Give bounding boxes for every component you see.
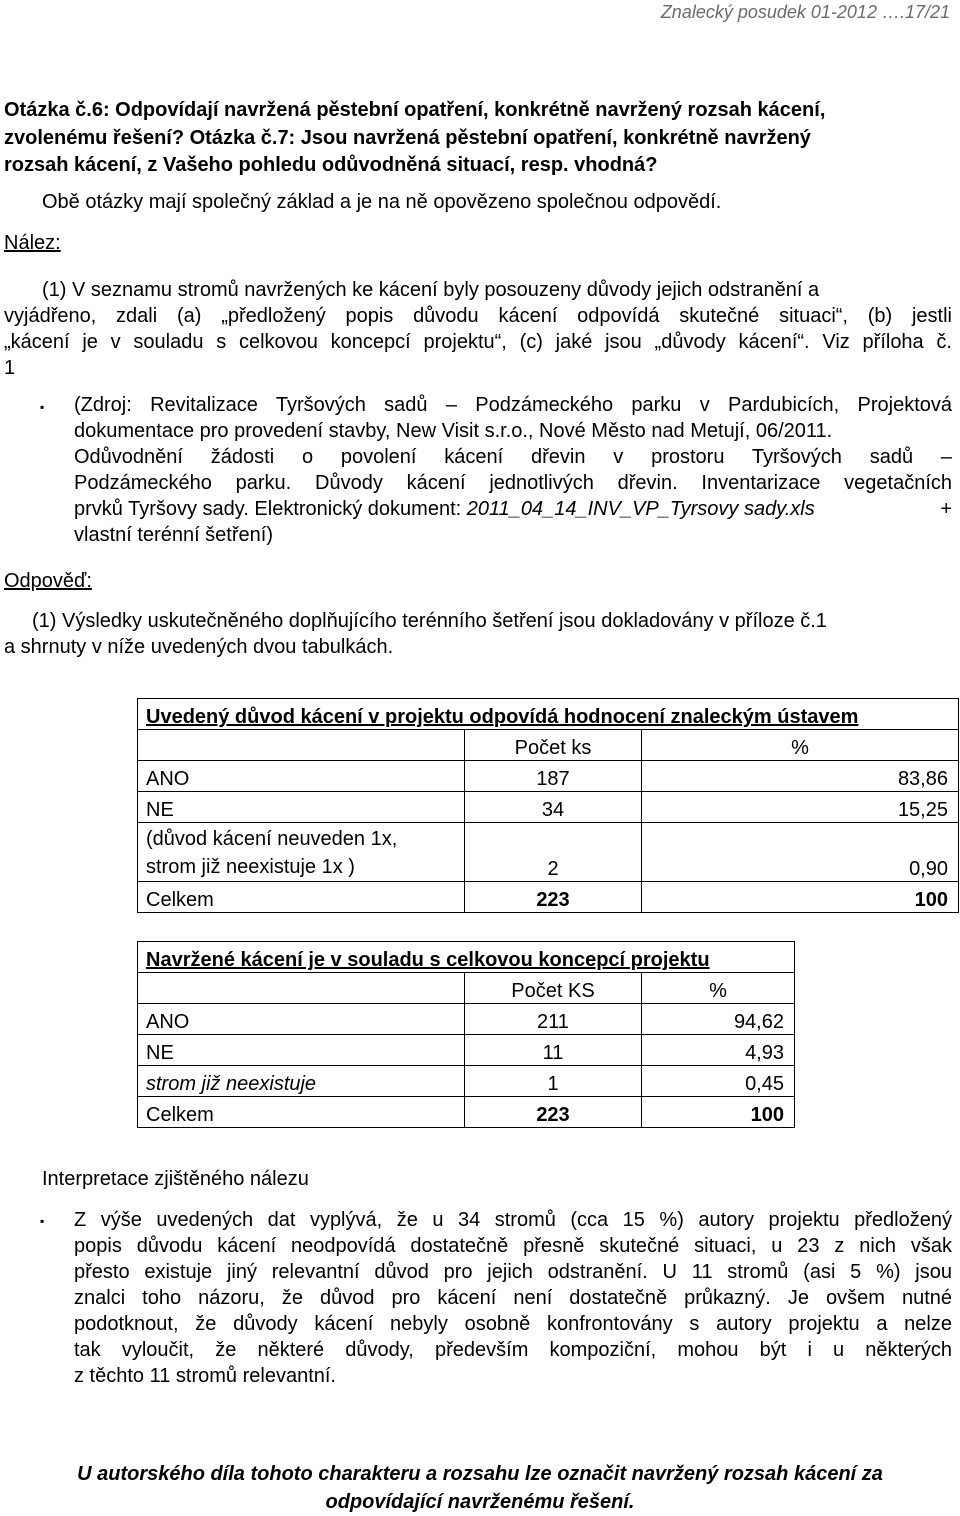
finding-line: 1 [4,357,16,379]
row-label-line: strom již neexistuje 1x ) [146,856,355,878]
finding-line: (1) V seznamu stromů navržených ke kácení byly posouzeny důvody jejich odstranění a [42,279,820,301]
table-title: Navržené kácení je v souladu s celkovou koncepcí projektu [138,942,795,973]
total-label: Celkem [138,882,465,913]
row-percent: 0,45 [642,1066,795,1097]
conclusion-footer [0,1460,960,1516]
row-percent: 94,62 [642,1004,795,1035]
row-count: 11 [465,1035,642,1066]
interpretation-line: znalci toho názoru, že důvod pro kácení není dostatečně průkazný. Je ovšem nutné [74,1287,952,1309]
source-line: (Zdroj: Revitalizace Tyršových sadů – Podzámeckého parku v Pardubicích, Projektová [74,394,952,416]
source-line: dokumentace pro provedení stavby, New Visit s.r.o., Nové Město nad Metují, 06/2011. [74,420,833,442]
table-total-row [138,1097,795,1128]
row-label: NE [138,1035,465,1066]
row-percent: 0,90 [642,823,959,882]
table-row [138,1035,795,1066]
interpretation-line: z těchto 11 stromů relevantní. [74,1365,336,1387]
source-line [74,496,952,522]
question-heading [4,97,944,180]
row-label [138,823,465,882]
table-cell-empty [138,730,465,761]
source-line: vlastní terénní šetření) [74,524,273,546]
interpretation-line: popis důvodu kácení neodpovídá dostatečně přesně skutečné situaci, u 23 z nich však [74,1235,952,1257]
finding-paragraph [4,277,952,381]
row-percent: 15,25 [642,792,959,823]
column-header: Počet KS [465,973,642,1004]
source-text: prvků Tyršovy sady. Elektronický dokument: [74,498,467,520]
table-total-row [138,882,959,913]
question-line-1: Otázka č.6: Odpovídají navržená pěstební opatření, konkrétně navržený rozsah kácení, [4,99,826,121]
finding-label: Nález: [4,232,61,254]
answer-line: (1) Výsledky uskutečněného doplňujícího terénního šetření jsou dokladovány v příloze č.1 [32,610,827,632]
row-count: 34 [465,792,642,823]
total-percent: 100 [642,882,959,913]
row-count: 187 [465,761,642,792]
question-line-2: zvolenému řešení? Otázka č.7: Jsou navržená pěstební opatření, konkrétně navržený [4,126,811,149]
interpretation-line: přesto existuje jiný relevantní důvod pro jejich odstranění. U 11 stromů (asi 5 %) jsou [74,1261,952,1283]
bullet-icon: ▪ [40,1214,45,1228]
row-count: 211 [465,1004,642,1035]
source-paragraph [74,392,952,548]
row-label: ANO [138,761,465,792]
table-row [138,823,959,882]
row-count: 1 [465,1066,642,1097]
source-filename: 2011_04_14_INV_VP_Tyrsovy sady.xls [466,498,815,520]
column-header: % [642,730,959,761]
interpretation-paragraph [74,1207,952,1389]
total-percent: 100 [642,1097,795,1128]
row-label: NE [138,792,465,823]
table-row [138,792,959,823]
table-title-row [138,942,795,973]
question-line-3: rozsah kácení, z Vašeho pohledu odůvodněná situací, resp. vhodná? [4,154,658,176]
answer-paragraph [4,608,952,660]
bullet-icon: ▪ [40,400,45,414]
source-plus: + [940,498,952,520]
interpretation-line: Z výše uvedených dat vyplývá, že u 34 stromů (cca 15 %) autory projektu předložený [74,1209,952,1231]
table-row [138,1066,795,1097]
conclusion-line: odpovídající navrženému řešení. [325,1491,635,1513]
total-count: 223 [465,882,642,913]
table-title-row [138,699,959,730]
table-reason-match [137,698,959,913]
source-line: Podzámeckého parku. Důvody kácení jednotlivých dřevin. Inventarizace vegetačních [74,472,952,494]
table-concept-match [137,941,795,1128]
table-header-row [138,730,959,761]
table-title: Uvedený důvod kácení v projektu odpovídá hodnocení znaleckým ústavem [138,699,959,730]
total-count: 223 [465,1097,642,1128]
column-header: Počet ks [465,730,642,761]
finding-line: vyjádřeno, zdali (a) „předložený popis důvodu kácení odpovídá skutečné situaci“, (b) jestli [4,305,952,327]
row-label: strom již neexistuje [138,1066,465,1097]
finding-line: „kácení je v souladu s celkovou koncepcí projektu“, (c) jaké jsou „důvody kácení“. Viz příloha č. [4,331,952,353]
row-label: ANO [138,1004,465,1035]
interpretation-line: podotknout, že důvody kácení nebyly osobně konfrontovány s autory projektu a nelze [74,1313,952,1335]
interpretation-heading: Interpretace zjištěného nálezu [42,1168,309,1190]
interpretation-line: tak vyloučit, že některé důvody, především kompoziční, mohou být i u některých [74,1339,952,1361]
page-header: Znalecký posudek 01-2012 ….17/21 [660,2,950,22]
row-label-line: (důvod kácení neuveden 1x, [146,828,398,850]
column-header: % [642,973,795,1004]
conclusion-line: U autorského díla tohoto charakteru a rozsahu lze označit navržený rozsah kácení za [77,1463,883,1485]
row-count: 2 [465,823,642,882]
answer-label: Odpověď: [4,570,92,592]
table-row [138,761,959,792]
row-percent: 4,93 [642,1035,795,1066]
table-header-row [138,973,795,1004]
total-label: Celkem [138,1097,465,1128]
table-cell-empty [138,973,465,1004]
source-line: Odůvodnění žádosti o povolení kácení dřevin v prostoru Tyršových sadů – [74,446,952,468]
answer-line: a shrnuty v níže uvedených dvou tabulkách. [4,636,394,658]
row-percent: 83,86 [642,761,959,792]
common-answer-note: Obě otázky mají společný základ a je na ně opovězeno společnou odpovědí. [42,191,722,213]
table-row [138,1004,795,1035]
